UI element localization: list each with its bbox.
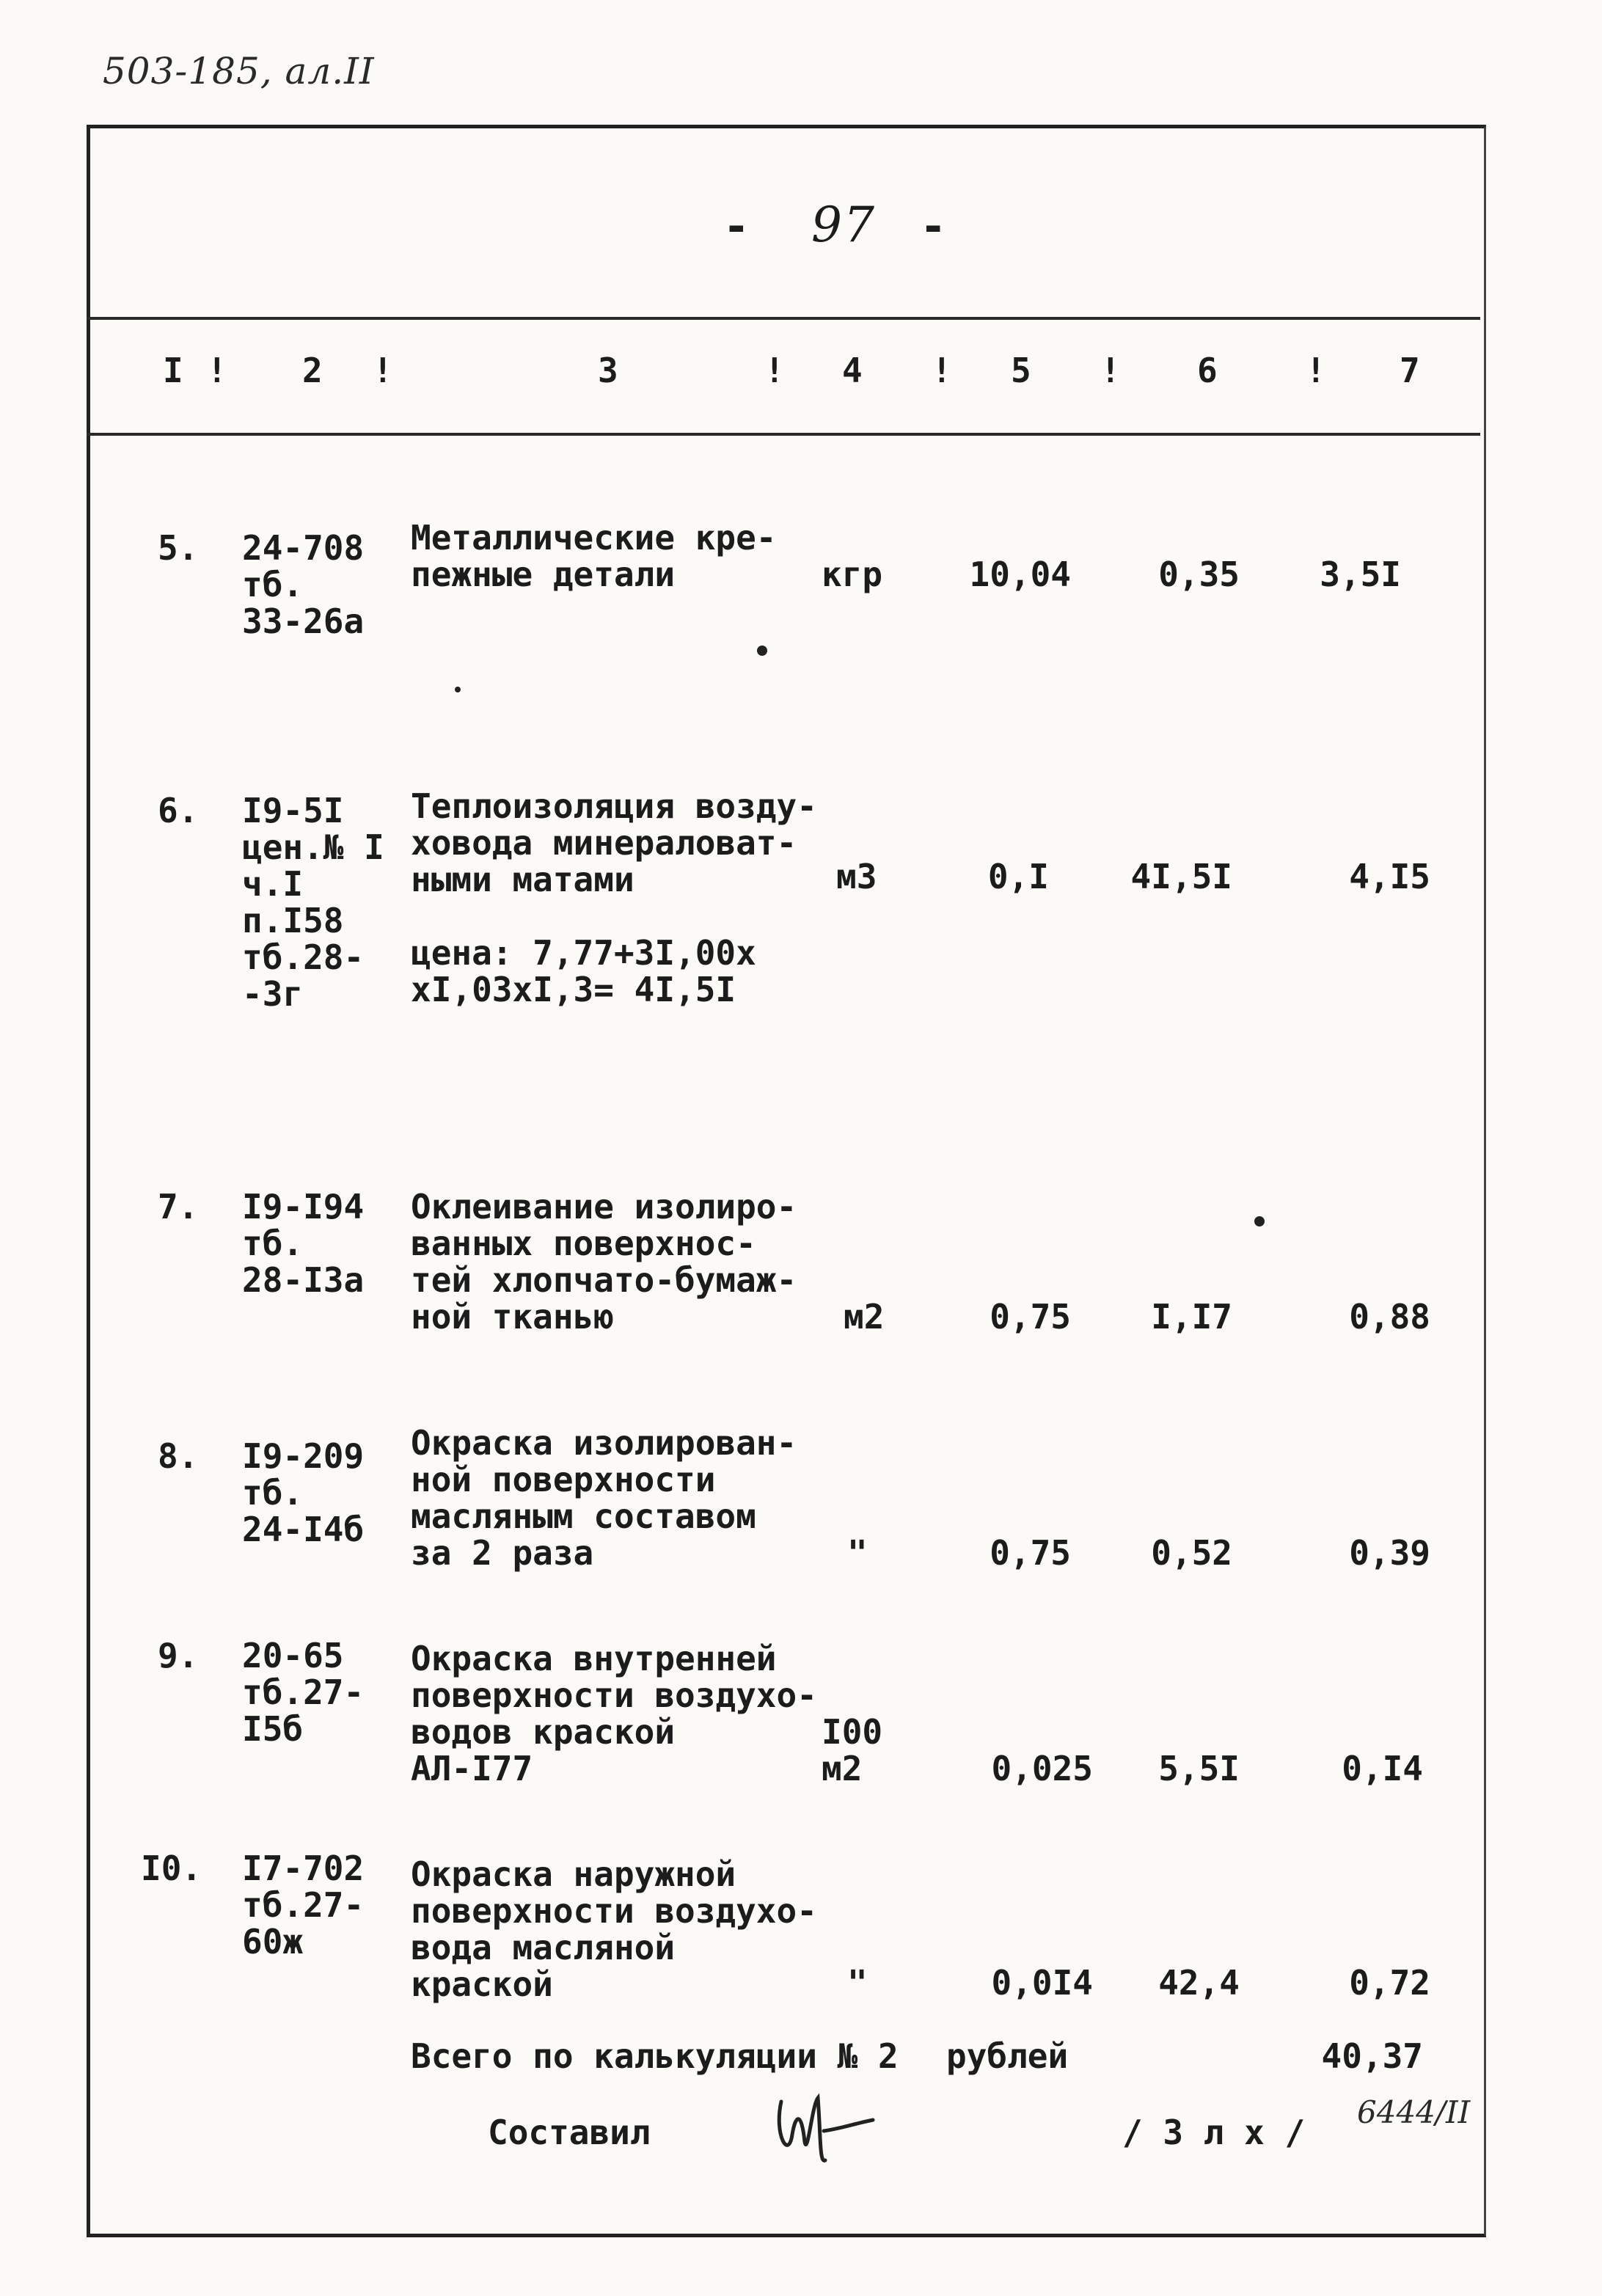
row-total: 0,I4	[1342, 1749, 1423, 1788]
column-separator: !	[1306, 351, 1326, 390]
row-description: Теплоизоляция возду- ховода минераловат- ными матами цена: 7,77+3I,00х хI,03хI,3= 4I,5I	[411, 786, 817, 1009]
row-description: Окраска внутренней поверхности воздухо- водов краской АЛ-I77	[411, 1639, 817, 1788]
page-number-value: 97	[811, 197, 876, 253]
row-unit: м3	[836, 857, 877, 896]
row-number: I0.	[141, 1849, 202, 1888]
row-unit-price: 0,35	[1158, 555, 1240, 594]
row-total: 4,I5	[1349, 857, 1430, 896]
column-header-6: 6	[1197, 351, 1218, 390]
row-quantity: 0,75	[990, 1533, 1071, 1573]
row-norm-code: 24-708 тб. 33-26а	[242, 528, 365, 641]
row-unit: м2	[844, 1297, 885, 1337]
row-number: 9.	[158, 1636, 199, 1675]
header-rule-bottom	[87, 433, 1480, 436]
row-quantity: 0,I	[987, 857, 1049, 896]
row-unit-price: 0,52	[1151, 1533, 1232, 1573]
row-unit: I00 м2	[822, 1712, 883, 1788]
row-unit: "	[847, 1963, 868, 2003]
row-norm-code: I9-I94 тб. 28-I3а	[242, 1187, 365, 1300]
row-quantity: 0,0I4	[991, 1963, 1093, 2003]
row-quantity: 0,75	[990, 1297, 1071, 1337]
column-header-1: I	[163, 351, 183, 390]
row-number: 8.	[158, 1436, 199, 1476]
row-quantity: 0,025	[991, 1749, 1093, 1788]
scan-speck	[1254, 1216, 1265, 1226]
row-unit: кгр	[822, 555, 883, 594]
page-number: - 97 -	[723, 197, 965, 253]
column-separator: !	[764, 351, 785, 390]
row-total: 0,72	[1349, 1963, 1430, 2003]
scan-speck	[757, 646, 767, 656]
row-norm-code: I9-5I цен.№ I ч.I п.I58 тб.28- -3г	[242, 791, 384, 1014]
row-total: 3,5I	[1320, 555, 1401, 594]
row-unit-price: I,I7	[1151, 1297, 1232, 1337]
signature	[767, 2091, 877, 2171]
row-number: 7.	[158, 1187, 199, 1226]
compiled-by-label: Составил	[488, 2113, 651, 2152]
header-rule-top	[87, 317, 1480, 320]
row-norm-code: I7-702 тб.27- 60ж	[242, 1849, 365, 1962]
row-quantity: 10,04	[969, 555, 1071, 594]
row-description: Оклеивание изолиро- ванных поверхнос- тей хлопчато-бумаж- ной тканью	[411, 1187, 797, 1337]
column-header-2: 2	[302, 351, 323, 390]
row-total: 0,39	[1349, 1533, 1430, 1573]
column-header-3: 3	[598, 351, 618, 390]
row-description: Окраска изолирован- ной поверхности масляным составом за 2 раза	[411, 1423, 797, 1573]
column-separator: !	[932, 351, 952, 390]
row-total: 0,88	[1349, 1297, 1430, 1337]
summary-total: 40,37	[1321, 2036, 1423, 2076]
row-description: Металлические кре- пежные детали	[411, 518, 777, 594]
summary-label: Всего по калькуляции № 2	[411, 2036, 899, 2076]
row-unit-price: 4I,5I	[1130, 857, 1232, 896]
column-separator: !	[207, 351, 227, 390]
handwritten-archive-number: 6444/II	[1357, 2094, 1471, 2130]
row-norm-code: I9-209 тб. 24-I4б	[242, 1436, 365, 1549]
handwritten-document-reference: 503-185, ал.II	[103, 50, 375, 92]
column-separator: !	[1100, 351, 1121, 390]
row-unit-price: 42,4	[1158, 1963, 1240, 2003]
row-unit: "	[847, 1533, 868, 1573]
row-norm-code: 20-65 тб.27- I5б	[242, 1636, 365, 1749]
row-description: Окраска наружной поверхности воздухо- вода масляной краской	[411, 1854, 817, 2004]
column-header-4: 4	[842, 351, 863, 390]
page-count: / 3 л х /	[1122, 2113, 1306, 2152]
column-separator: !	[373, 351, 393, 390]
row-number: 5.	[158, 528, 199, 568]
row-unit-price: 5,5I	[1158, 1749, 1240, 1788]
summary-currency: рублей	[946, 2036, 1069, 2076]
column-header-7: 7	[1400, 351, 1420, 390]
column-header-5: 5	[1011, 351, 1031, 390]
row-number: 6.	[158, 791, 199, 830]
scan-speck	[455, 687, 461, 692]
